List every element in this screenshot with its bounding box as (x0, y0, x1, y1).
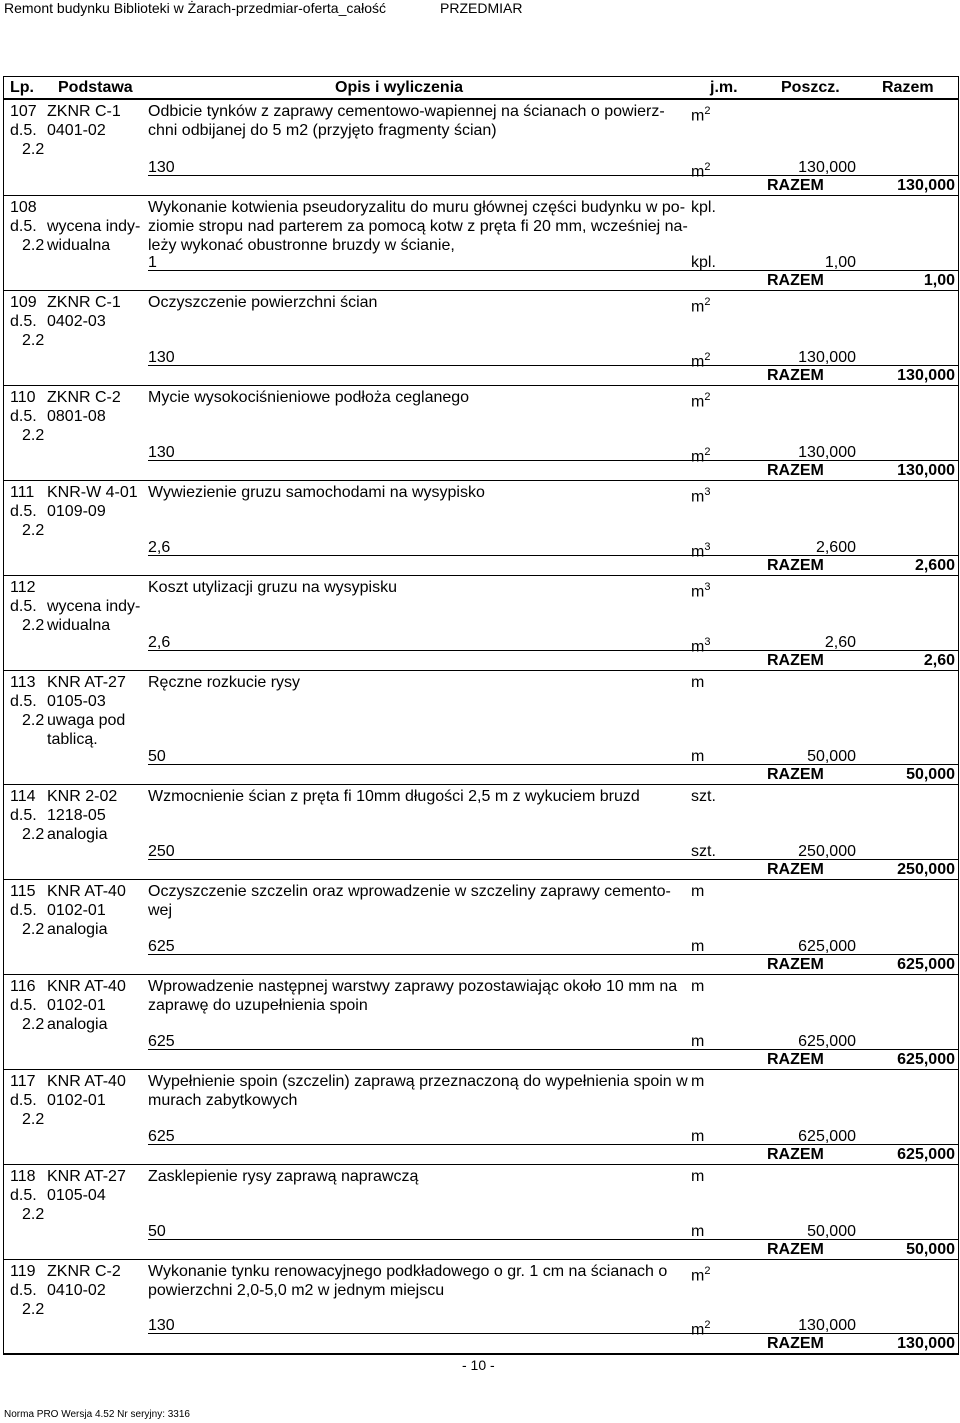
item-number: 111 (10, 484, 35, 501)
calculation-unit: $m^3$ (691, 636, 711, 656)
base-reference: KNR-W 4-01 (47, 484, 138, 501)
col-opis: Opis i wyliczenia (335, 79, 464, 96)
calculation: 1 (148, 254, 157, 271)
col-razem: Razem (882, 79, 934, 96)
description-line: Wywiezienie gruzu samochodami na wysypisko (148, 484, 485, 501)
sum-separator (148, 764, 958, 765)
partial-value: 2,600 (815, 539, 856, 556)
base-reference: 0801-08 (47, 408, 106, 425)
sum-separator (148, 1333, 958, 1334)
item-number-sub: 2.2 (22, 427, 45, 444)
total-value: 2,600 (914, 557, 955, 574)
total-label: RAZEM (767, 1146, 824, 1163)
item-number: 112 (10, 579, 36, 596)
calculation-unit: m (691, 1223, 705, 1240)
description-line: Oczyszczenie powierzchni ścian (148, 294, 378, 311)
partial-value: 50,000 (807, 1223, 856, 1240)
total-value: 130,000 (897, 1335, 955, 1352)
base-reference: ZKNR C-1 (47, 103, 121, 120)
partial-value: 1,00 (824, 254, 856, 271)
total-value: 2,60 (923, 652, 955, 669)
total-value: 625,000 (897, 1146, 955, 1163)
item-number-sub: 2.2 (22, 712, 45, 729)
calculation: 250 (148, 843, 175, 860)
table-row (4, 196, 958, 291)
sum-separator (148, 954, 958, 955)
item-number-sub: d.5. (10, 807, 37, 824)
description-line: Koszt utylizacji gruzu na wysypisku (148, 579, 397, 596)
sum-separator (148, 1144, 958, 1145)
description-line: murach zabytkowych (148, 1092, 298, 1109)
calculation: 50 (148, 748, 166, 765)
partial-value: 130,000 (798, 1317, 856, 1334)
description-line: wej (148, 902, 173, 919)
base-reference: widualna (47, 617, 111, 634)
item-description (148, 1072, 693, 1110)
item-number-sub: 2.2 (22, 1016, 45, 1033)
total-value: 625,000 (897, 1051, 955, 1068)
item-number-sub: d.5. (10, 598, 37, 615)
item-number-sub: d.5. (10, 313, 37, 330)
item-number: 118 (10, 1168, 36, 1185)
table-body (4, 100, 958, 1354)
item-number-sub: d.5. (10, 902, 37, 919)
total-label: RAZEM (767, 177, 824, 194)
sum-separator (148, 1239, 958, 1240)
base-reference: tablicą. (47, 731, 98, 748)
calculation: 625 (148, 938, 175, 955)
total-value: 250,000 (897, 861, 955, 878)
total-label: RAZEM (767, 766, 824, 783)
sum-separator (148, 460, 958, 461)
base-reference: 0401-02 (47, 122, 106, 139)
table-row (4, 481, 958, 576)
description-line: Odbicie tynków z zaprawy cementowo-wapiennej na ścianach o powierz- (148, 103, 665, 120)
item-number-sub: d.5. (10, 122, 37, 139)
item-description (148, 787, 693, 806)
item-number: 115 (10, 883, 36, 900)
item-number-sub: 2.2 (22, 1206, 45, 1223)
item-description (148, 1167, 693, 1186)
description-line: Mycie wysokociśnieniowe podłoża ceglanego (148, 389, 470, 406)
total-value: 130,000 (897, 367, 955, 384)
table-row (4, 880, 958, 975)
total-label: RAZEM (767, 462, 824, 479)
item-description (148, 673, 693, 692)
unit: $m^2$ (691, 391, 711, 411)
calculation: 2,6 (148, 634, 171, 651)
base-reference: wycena indy- (47, 218, 141, 235)
description-line: Wzmocnienie ścian z pręta fi 10mm długości 2,5 m z wykuciem bruzd (148, 788, 640, 805)
item-number-sub: 2.2 (22, 826, 45, 843)
item-number: 117 (10, 1073, 36, 1090)
base-reference: 0410-02 (47, 1282, 106, 1299)
calculation-unit: kpl. (691, 254, 716, 271)
base-reference: wycena indy- (47, 598, 141, 615)
calculation: 130 (148, 444, 175, 461)
total-value: 625,000 (897, 956, 955, 973)
base-reference: analogia (47, 921, 108, 938)
total-label: RAZEM (767, 557, 824, 574)
base-reference: 0102-01 (47, 1092, 106, 1109)
partial-value: 130,000 (798, 159, 856, 176)
document-type: PRZEDMIAR (440, 0, 523, 16)
item-description (148, 483, 693, 502)
base-reference: 0105-03 (47, 693, 106, 710)
total-label: RAZEM (767, 272, 824, 289)
item-number: 109 (10, 294, 37, 311)
partial-value: 130,000 (798, 444, 856, 461)
item-description (148, 198, 693, 255)
sum-separator (148, 270, 958, 271)
calculation-unit: m (691, 938, 705, 955)
item-number-sub: 2.2 (22, 237, 45, 254)
col-podstawa: Podstawa (58, 79, 133, 96)
calculation: 130 (148, 1317, 175, 1334)
total-value: 130,000 (897, 462, 955, 479)
description-line: Wykonanie kotwienia pseudoryzalitu do muru głównej części budynku w po- (148, 199, 686, 216)
unit: $m^2$ (691, 105, 711, 125)
base-reference: ZKNR C-1 (47, 294, 121, 311)
sum-separator (148, 365, 958, 366)
item-number: 107 (10, 103, 37, 120)
base-reference: KNR 2-02 (47, 788, 118, 805)
item-description (148, 293, 693, 312)
item-number-sub: 2.2 (22, 522, 45, 539)
partial-value: 625,000 (798, 1033, 856, 1050)
table-row (4, 671, 958, 785)
description-line: powierzchni 2,0-5,0 m2 w jednym miejscu (148, 1282, 445, 1299)
base-reference: KNR AT-40 (47, 978, 126, 995)
calculation-unit: m (691, 1033, 705, 1050)
item-number-sub: 2.2 (22, 332, 45, 349)
unit: m (691, 1073, 705, 1090)
unit: m (691, 1168, 705, 1185)
base-reference: ZKNR C-2 (47, 1263, 121, 1280)
table-row (4, 1165, 958, 1260)
item-description (148, 102, 693, 140)
calculation: 130 (148, 349, 175, 366)
calculation: 2,6 (148, 539, 171, 556)
item-number: 114 (10, 788, 36, 805)
base-reference: uwaga pod (47, 712, 126, 729)
unit: $m^2$ (691, 296, 711, 316)
item-number-sub: d.5. (10, 997, 37, 1014)
calculation-unit: $m^2$ (691, 1319, 711, 1339)
table-row (4, 785, 958, 880)
partial-value: 130,000 (798, 349, 856, 366)
table-row (4, 1070, 958, 1165)
item-number: 108 (10, 199, 37, 216)
total-label: RAZEM (767, 861, 824, 878)
item-number-sub: 2.2 (22, 141, 45, 158)
base-reference: 0402-03 (47, 313, 106, 330)
unit: m (691, 674, 705, 691)
document-title: Remont budynku Biblioteki w Żarach-przedmiar-oferta_całość (4, 0, 387, 16)
software-version: Norma PRO Wersja 4.52 Nr seryjny: 3316 (4, 1409, 190, 1420)
calculation-unit: m (691, 1128, 705, 1145)
description-line: Ręczne rozkucie rysy (148, 674, 301, 691)
sum-separator (148, 859, 958, 860)
base-reference: ZKNR C-2 (47, 389, 121, 406)
item-description (148, 977, 693, 1015)
table-row (4, 1260, 958, 1354)
item-number-sub: d.5. (10, 1282, 37, 1299)
calculation: 625 (148, 1033, 175, 1050)
partial-value: 50,000 (807, 748, 856, 765)
description-line: leży wykonać obustronne bruzdy w ścianie, (148, 237, 455, 254)
item-number-sub: d.5. (10, 408, 37, 425)
partial-value: 625,000 (798, 1128, 856, 1145)
sum-separator (148, 650, 958, 651)
base-reference: 1218-05 (47, 807, 106, 824)
partial-value: 2,60 (824, 634, 856, 651)
table-row (4, 576, 958, 671)
item-number-sub: d.5. (10, 503, 37, 520)
item-number-sub: d.5. (10, 218, 37, 235)
description-line: Wykonanie tynku renowacyjnego podkładowego o gr. 1 cm na ścianach o (148, 1263, 668, 1280)
description-line: Zasklepienie rysy zaprawą naprawczą (148, 1168, 419, 1185)
item-description (148, 1262, 693, 1300)
description-line: Wprowadzenie następnej warstwy zaprawy pozostawiając około 10 mm na (148, 978, 678, 995)
item-number: 113 (10, 674, 36, 691)
base-reference: analogia (47, 826, 108, 843)
total-value: 1,00 (923, 272, 955, 289)
calculation: 625 (148, 1128, 175, 1145)
base-reference: KNR AT-40 (47, 1073, 126, 1090)
total-value: 50,000 (906, 1241, 955, 1258)
base-reference: KNR AT-27 (47, 674, 126, 691)
calculation-unit: $m^3$ (691, 541, 711, 561)
calculation-unit: $m^2$ (691, 446, 711, 466)
calculation: 50 (148, 1223, 166, 1240)
item-number-sub: 2.2 (22, 1301, 45, 1318)
total-label: RAZEM (767, 1051, 824, 1068)
description-line: chni odbijanej do 5 m2 (przyjęto fragmenty ścian) (148, 122, 497, 139)
calculation: 130 (148, 159, 175, 176)
total-label: RAZEM (767, 652, 824, 669)
table-row (4, 291, 958, 386)
page-number: - 10 - (462, 1357, 495, 1373)
base-reference: 0109-09 (47, 503, 106, 520)
sum-separator (148, 555, 958, 556)
base-reference: KNR AT-27 (47, 1168, 126, 1185)
item-number: 119 (10, 1263, 36, 1280)
item-number-sub: 2.2 (22, 921, 45, 938)
unit: $m^2$ (691, 1265, 711, 1285)
item-number-sub: 2.2 (22, 1111, 45, 1128)
partial-value: 625,000 (798, 938, 856, 955)
table-header (4, 77, 958, 100)
item-description (148, 882, 693, 920)
unit: szt. (691, 788, 716, 805)
partial-value: 250,000 (798, 843, 856, 860)
description-line: zaprawę do uzupełnienia spoin (148, 997, 368, 1014)
table-row (4, 975, 958, 1070)
item-number-sub: d.5. (10, 1187, 37, 1204)
description-line: ziomie stropu nad parterem za pomocą kotw z pręta fi 20 mm, wcześniej na- (148, 218, 688, 235)
base-reference: 0102-01 (47, 902, 106, 919)
calculation-unit: $m^2$ (691, 351, 711, 371)
total-label: RAZEM (767, 367, 824, 384)
calculation-unit: $m^2$ (691, 161, 711, 181)
total-value: 130,000 (897, 177, 955, 194)
item-description (148, 578, 693, 597)
item-number: 116 (10, 978, 36, 995)
col-poszcz: Poszcz. (781, 79, 840, 96)
unit: $m^3$ (691, 581, 711, 601)
base-reference: 0102-01 (47, 997, 106, 1014)
col-jm: j.m. (710, 79, 738, 96)
calculation-unit: m (691, 748, 705, 765)
total-label: RAZEM (767, 1241, 824, 1258)
item-number-sub: d.5. (10, 1092, 37, 1109)
unit: m (691, 978, 705, 995)
total-label: RAZEM (767, 956, 824, 973)
description-line: Oczyszczenie szczelin oraz wprowadzenie w szczeliny zaprawy cemento- (148, 883, 671, 900)
table-row (4, 386, 958, 481)
total-value: 50,000 (906, 766, 955, 783)
estimate-table (3, 76, 959, 1355)
base-reference: analogia (47, 1016, 108, 1033)
calculation-unit: szt. (691, 843, 716, 860)
base-reference: widualna (47, 237, 111, 254)
item-description (148, 388, 693, 407)
col-lp: Lp. (10, 79, 34, 96)
unit: $m^3$ (691, 486, 711, 506)
unit: m (691, 883, 705, 900)
item-number: 110 (10, 389, 36, 406)
sum-separator (148, 175, 958, 176)
total-label: RAZEM (767, 1335, 824, 1352)
unit: kpl. (691, 199, 716, 216)
item-number-sub: 2.2 (22, 617, 45, 634)
base-reference: 0105-04 (47, 1187, 106, 1204)
sum-separator (148, 1049, 958, 1050)
description-line: Wypełnienie spoin (szczelin) zaprawą przeznaczoną do wypełnienia spoin w (148, 1073, 688, 1090)
item-number-sub: d.5. (10, 693, 37, 710)
base-reference: KNR AT-40 (47, 883, 126, 900)
table-row (4, 100, 958, 196)
